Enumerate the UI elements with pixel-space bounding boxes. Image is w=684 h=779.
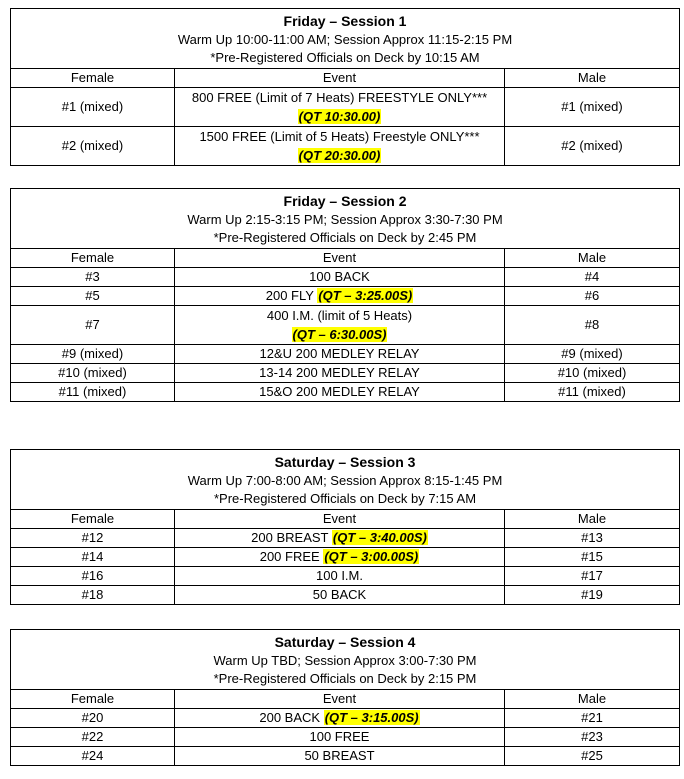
event-column-header: Event bbox=[175, 690, 505, 709]
event-name: 1500 FREE (Limit of 5 Heats) Freestyle ONLY*** bbox=[199, 129, 480, 144]
event-column-header: Event bbox=[175, 249, 505, 268]
event-cell bbox=[175, 548, 505, 567]
male-event-number: #8 bbox=[505, 306, 680, 345]
event-name: 100 FREE bbox=[175, 728, 505, 747]
event-name: 13-14 200 MEDLEY RELAY bbox=[175, 364, 505, 383]
table-row bbox=[11, 383, 680, 402]
female-event-number: #12 bbox=[11, 529, 175, 548]
female-event-number: #24 bbox=[11, 747, 175, 766]
event-cell bbox=[175, 127, 505, 166]
session-title: Friday – Session 1 bbox=[283, 13, 407, 29]
male-event-number: #17 bbox=[505, 567, 680, 586]
event-name: 12&U 200 MEDLEY RELAY bbox=[175, 345, 505, 364]
event-name: 200 BACK bbox=[259, 710, 321, 725]
qualifying-time: (QT – 3:15.00S) bbox=[324, 710, 419, 725]
table-row bbox=[11, 529, 680, 548]
event-name: 100 I.M. bbox=[175, 567, 505, 586]
qualifying-time: (QT – 3:25.00S) bbox=[318, 288, 413, 303]
male-event-number: #21 bbox=[505, 709, 680, 728]
event-name: 200 FLY bbox=[265, 288, 314, 303]
female-event-number: #18 bbox=[11, 586, 175, 605]
male-event-number: #23 bbox=[505, 728, 680, 747]
qualifying-time: (QT – 6:30.00S) bbox=[292, 327, 387, 342]
male-event-number: #13 bbox=[505, 529, 680, 548]
table-row bbox=[11, 306, 680, 345]
table-row bbox=[11, 345, 680, 364]
event-name: 100 BACK bbox=[175, 268, 505, 287]
session-4-table bbox=[10, 629, 680, 766]
male-event-number: #1 (mixed) bbox=[505, 88, 680, 127]
table-row bbox=[11, 567, 680, 586]
session-warmup: Warm Up 7:00-8:00 AM; Session Approx 8:15-1:45 PM bbox=[187, 473, 503, 488]
male-column-header: Male bbox=[505, 69, 680, 88]
male-column-header: Male bbox=[505, 249, 680, 268]
male-event-number: #19 bbox=[505, 586, 680, 605]
male-column-header: Male bbox=[505, 510, 680, 529]
session-warmup: Warm Up TBD; Session Approx 3:00-7:30 PM bbox=[213, 653, 477, 668]
session-header bbox=[11, 630, 680, 690]
event-name: 50 BREAST bbox=[175, 747, 505, 766]
event-name: 800 FREE (Limit of 7 Heats) FREESTYLE ONLY*** bbox=[191, 90, 488, 105]
male-event-number: #25 bbox=[505, 747, 680, 766]
session-officials: *Pre-Registered Officials on Deck by 2:15 PM bbox=[213, 671, 477, 686]
table-row bbox=[11, 586, 680, 605]
qualifying-time: (QT 20:30.00) bbox=[298, 148, 381, 163]
event-name: 50 BACK bbox=[175, 586, 505, 605]
event-cell bbox=[175, 306, 505, 345]
session-title: Friday – Session 2 bbox=[283, 193, 407, 209]
table-row bbox=[11, 747, 680, 766]
session-1-table bbox=[10, 8, 680, 166]
session-title: Saturday – Session 3 bbox=[274, 454, 416, 470]
male-event-number: #4 bbox=[505, 268, 680, 287]
session-header bbox=[11, 450, 680, 510]
session-2-table bbox=[10, 188, 680, 402]
female-column-header: Female bbox=[11, 690, 175, 709]
session-officials: *Pre-Registered Officials on Deck by 2:45 PM bbox=[213, 230, 477, 245]
table-row bbox=[11, 728, 680, 747]
qualifying-time: (QT 10:30.00) bbox=[298, 109, 381, 124]
female-event-number: #11 (mixed) bbox=[11, 383, 175, 402]
male-event-number: #15 bbox=[505, 548, 680, 567]
event-cell bbox=[175, 529, 505, 548]
event-column-header: Event bbox=[175, 69, 505, 88]
event-cell bbox=[175, 709, 505, 728]
female-event-number: #2 (mixed) bbox=[11, 127, 175, 166]
session-header bbox=[11, 189, 680, 249]
female-event-number: #20 bbox=[11, 709, 175, 728]
female-event-number: #16 bbox=[11, 567, 175, 586]
session-warmup: Warm Up 10:00-11:00 AM; Session Approx 11:15-2:15 PM bbox=[177, 32, 513, 47]
event-name: 400 I.M. (limit of 5 Heats) bbox=[266, 308, 413, 323]
female-event-number: #5 bbox=[11, 287, 175, 306]
female-event-number: #7 bbox=[11, 306, 175, 345]
event-cell bbox=[175, 287, 505, 306]
female-event-number: #22 bbox=[11, 728, 175, 747]
male-event-number: #9 (mixed) bbox=[505, 345, 680, 364]
male-column-header: Male bbox=[505, 690, 680, 709]
female-event-number: #10 (mixed) bbox=[11, 364, 175, 383]
female-column-header: Female bbox=[11, 249, 175, 268]
session-title: Saturday – Session 4 bbox=[274, 634, 416, 650]
session-3-table bbox=[10, 449, 680, 605]
event-column-header: Event bbox=[175, 510, 505, 529]
table-row bbox=[11, 709, 680, 728]
female-event-number: #9 (mixed) bbox=[11, 345, 175, 364]
female-column-header: Female bbox=[11, 510, 175, 529]
event-cell bbox=[175, 88, 505, 127]
female-column-header: Female bbox=[11, 69, 175, 88]
table-row bbox=[11, 268, 680, 287]
session-warmup: Warm Up 2:15-3:15 PM; Session Approx 3:30-7:30 PM bbox=[187, 212, 503, 227]
event-name: 200 FREE bbox=[259, 549, 320, 564]
female-event-number: #3 bbox=[11, 268, 175, 287]
table-row bbox=[11, 364, 680, 383]
session-officials: *Pre-Registered Officials on Deck by 7:15 AM bbox=[213, 491, 477, 506]
table-row bbox=[11, 127, 680, 166]
male-event-number: #11 (mixed) bbox=[505, 383, 680, 402]
male-event-number: #10 (mixed) bbox=[505, 364, 680, 383]
qualifying-time: (QT – 3:40.00S) bbox=[332, 530, 427, 545]
table-row bbox=[11, 548, 680, 567]
session-header bbox=[11, 9, 680, 69]
table-row bbox=[11, 287, 680, 306]
event-name: 15&O 200 MEDLEY RELAY bbox=[175, 383, 505, 402]
female-event-number: #1 (mixed) bbox=[11, 88, 175, 127]
female-event-number: #14 bbox=[11, 548, 175, 567]
male-event-number: #6 bbox=[505, 287, 680, 306]
session-officials: *Pre-Registered Officials on Deck by 10:15 AM bbox=[210, 50, 480, 65]
male-event-number: #2 (mixed) bbox=[505, 127, 680, 166]
event-name: 200 BREAST bbox=[251, 530, 329, 545]
table-row bbox=[11, 88, 680, 127]
qualifying-time: (QT – 3:00.00S) bbox=[324, 549, 419, 564]
